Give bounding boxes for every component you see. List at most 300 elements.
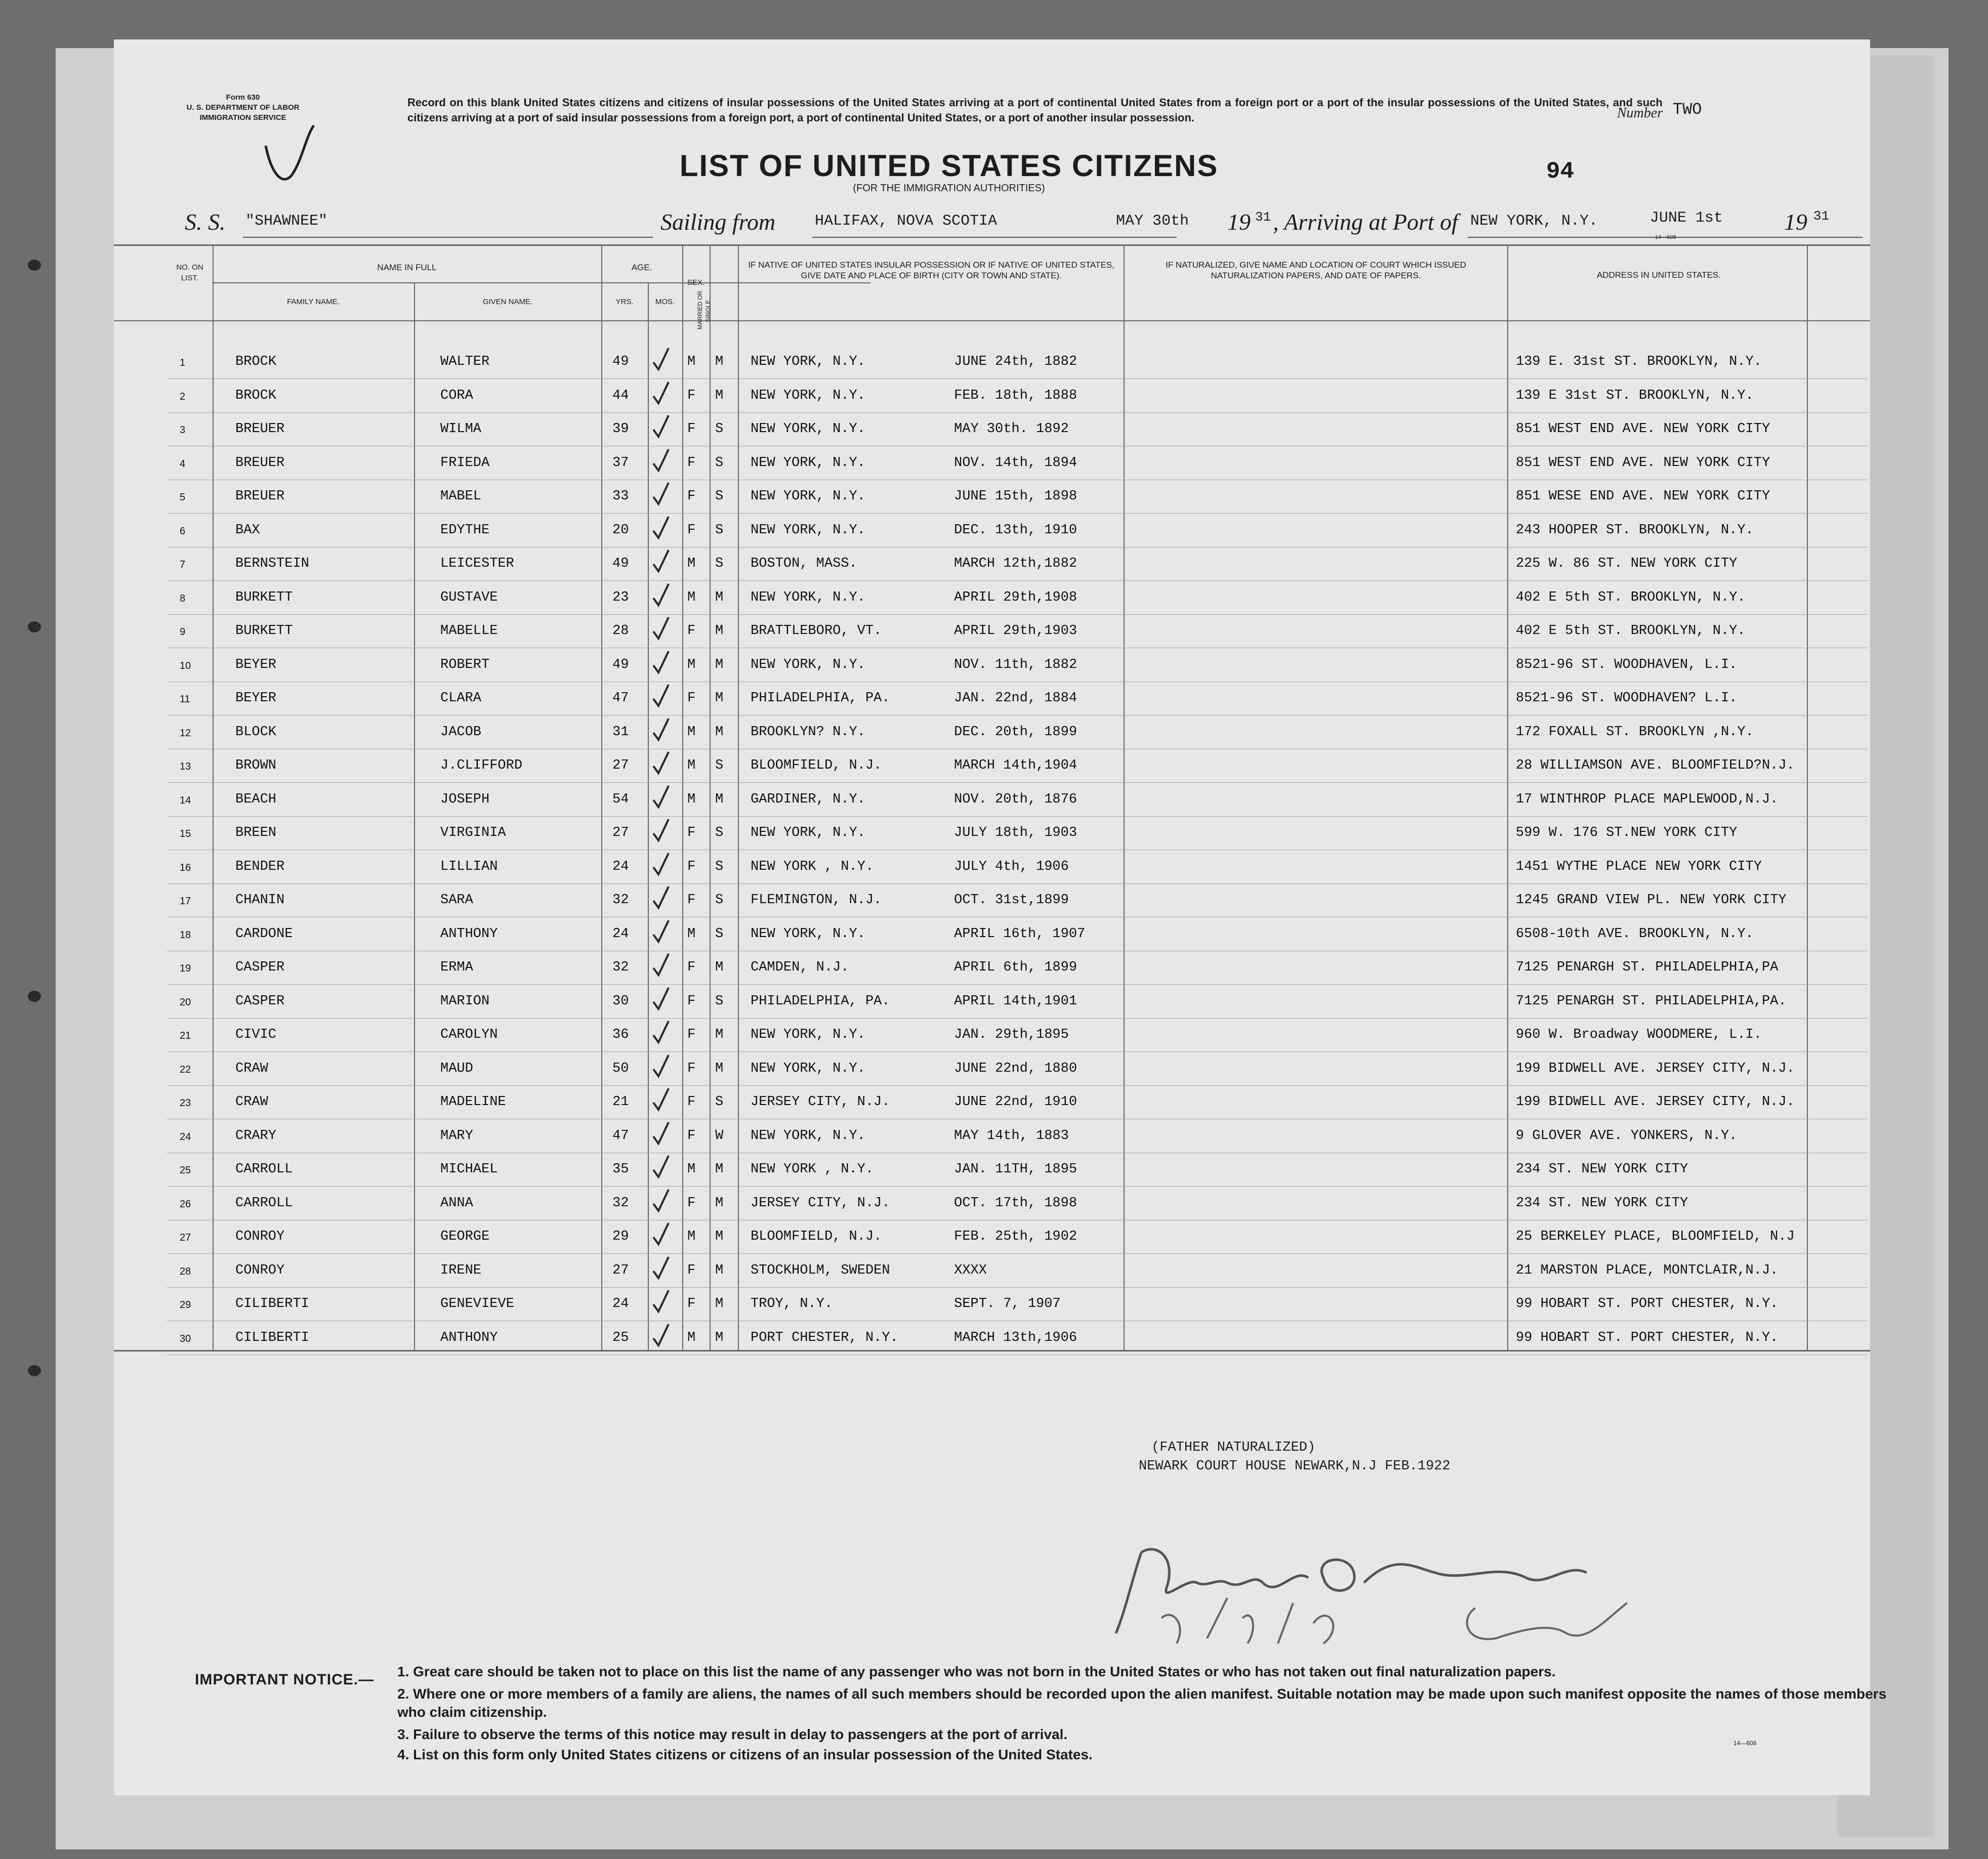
marital-status: M [715, 1330, 724, 1345]
us-address: 1245 GRAND VIEW PL. NEW YORK CITY [1516, 893, 1787, 908]
family-name: BURKETT [235, 589, 293, 605]
check-mark-icon [651, 1121, 670, 1147]
birth-date: MARCH 12th,1882 [954, 556, 1078, 571]
birth-date: DEC. 20th, 1899 [954, 724, 1078, 740]
row-number: 24 [180, 1131, 191, 1143]
sex: F [687, 825, 696, 840]
given-name: EDYTHE [440, 522, 490, 538]
row-number: 7 [180, 559, 186, 570]
birth-date: DEC. 13th, 1910 [954, 522, 1078, 538]
age-years: 50 [612, 1061, 629, 1076]
us-address: 139 E 31st ST. BROOKLYN, N.Y. [1516, 388, 1754, 403]
birth-date: JUNE 22nd, 1880 [954, 1061, 1078, 1076]
birth-place: NEW YORK, N.Y. [751, 825, 865, 840]
us-address: 7125 PENARGH ST. PHILADELPHIA,PA [1516, 960, 1778, 975]
header-name-in-full: NAME IN FULL [377, 263, 437, 272]
form-number: Form 630 [226, 93, 260, 102]
check-mark-icon [651, 1155, 670, 1180]
family-name: CASPER [235, 960, 285, 975]
check-mark-icon [651, 919, 670, 945]
sex: F [687, 1195, 696, 1211]
family-name: CRAW [235, 1061, 268, 1076]
header-yrs: YRS. [615, 298, 634, 306]
birth-place: NEW YORK, N.Y. [751, 589, 865, 605]
table-top-border [114, 244, 1870, 246]
row-rule [167, 580, 1868, 581]
family-name: BERNSTEIN [235, 556, 309, 571]
family-name: CILIBERTI [235, 1296, 309, 1312]
birth-place: PORT CHESTER, N.Y. [751, 1330, 898, 1345]
check-mark-icon [651, 717, 670, 743]
inspector-signature [1111, 1522, 1683, 1674]
us-address: 243 HOOPER ST. BROOKLYN, N.Y. [1516, 522, 1754, 538]
notice-item-3: 3. Failure to observe the terms of this notice may result in delay to passengers at the port of arrival. [397, 1726, 1068, 1742]
sex: F [687, 623, 696, 639]
birth-place: BROOKLYN? N.Y. [751, 724, 865, 740]
birth-place: NEW YORK , N.Y. [751, 1162, 874, 1177]
family-name: BENDER [235, 859, 285, 874]
marital-status: W [715, 1128, 724, 1144]
check-mark-icon [651, 448, 670, 474]
given-name: SARA [440, 893, 473, 908]
header-birth: IF NATIVE OF UNITED STATES INSULAR POSSESSION OR IF NATIVE OF UNITED STATES, GIVE DATE AND PLACE OF BIRTH (CITY OR TOWN AND STATE). [748, 260, 1114, 280]
age-years: 32 [612, 893, 629, 908]
check-mark-icon [651, 482, 670, 507]
birth-place: NEW YORK, N.Y. [751, 657, 865, 672]
header-address: ADDRESS IN UNITED STATES. [1597, 270, 1721, 280]
birth-place: BLOOMFIELD, N.J. [751, 1229, 882, 1244]
ss-label: S. S. [185, 209, 226, 235]
birth-date: APRIL 6th, 1899 [954, 960, 1078, 975]
marital-status: M [715, 1061, 724, 1076]
sex: M [687, 724, 696, 740]
age-years: 25 [612, 1330, 629, 1345]
record-instructions: Record on this blank United States citizens and citizens of insular possessions of the United States arriving at a port of continental United States from a foreign port or a port of the insular possessions of the United States, and such citizens arriving at a port of said insular possessions from a foreign port, a port of continental United States, or a port of another insular possession. [407, 96, 1663, 124]
number-value: TWO [1673, 100, 1702, 119]
marital-status: S [715, 1094, 724, 1110]
age-years: 35 [612, 1162, 629, 1177]
given-name: MABELLE [440, 623, 498, 639]
punch-hole [28, 991, 41, 1002]
stamp-number: 94 [1546, 158, 1575, 185]
sex: M [687, 1330, 696, 1345]
row-rule [167, 1051, 1868, 1052]
birth-date: JAN. 29th,1895 [954, 1027, 1069, 1042]
row-number: 27 [180, 1232, 191, 1243]
birth-date: MAY 14th, 1883 [954, 1128, 1069, 1144]
given-name: JACOB [440, 724, 482, 740]
family-name: CONROY [235, 1262, 285, 1278]
us-address: 8521-96 ST. WOODHAVEN? L.I. [1516, 691, 1737, 706]
row-number: 18 [180, 929, 191, 941]
age-years: 47 [612, 1128, 629, 1144]
birth-place: TROY, N.Y. [751, 1296, 833, 1312]
family-name: CASPER [235, 993, 285, 1009]
age-years: 32 [612, 960, 629, 975]
check-mark-icon [651, 1020, 670, 1045]
family-name: CRARY [235, 1128, 277, 1144]
age-years: 49 [612, 354, 629, 369]
birth-date: FEB. 25th, 1902 [954, 1229, 1078, 1244]
handwritten-mark [253, 115, 324, 191]
family-name: CARROLL [235, 1162, 293, 1177]
header-married-single: MARRIED OR SINGLE. [696, 290, 712, 330]
family-name: BEYER [235, 657, 277, 672]
given-name: MARY [440, 1128, 473, 1144]
birth-place: NEW YORK, N.Y. [751, 455, 865, 471]
family-name: CHANIN [235, 893, 285, 908]
us-address: 225 W. 86 ST. NEW YORK CITY [1516, 556, 1737, 571]
punch-hole [28, 621, 41, 632]
marital-status: S [715, 421, 724, 437]
marital-status: M [715, 1027, 724, 1042]
sex: F [687, 1061, 696, 1076]
us-address: 199 BIDWELL AVE. JERSEY CITY, N.J. [1516, 1094, 1795, 1110]
given-name: MICHAEL [440, 1162, 498, 1177]
sex: F [687, 455, 696, 471]
given-name: ANNA [440, 1195, 473, 1211]
row-rule [167, 816, 1868, 817]
marital-status: S [715, 455, 724, 471]
marital-status: M [715, 354, 724, 369]
birth-date: JULY 4th, 1906 [954, 859, 1069, 874]
check-mark-icon [651, 381, 670, 406]
marital-status: M [715, 589, 724, 605]
family-name: BEACH [235, 791, 277, 807]
arrival-year-suffix: 31 [1813, 208, 1830, 224]
sex: F [687, 522, 696, 538]
us-address: 25 BERKELEY PLACE, BLOOMFIELD, N.J [1516, 1229, 1795, 1244]
row-number: 30 [180, 1333, 191, 1344]
family-name: CARROLL [235, 1195, 293, 1211]
given-name: GENEVIEVE [440, 1296, 514, 1312]
us-address: 99 HOBART ST. PORT CHESTER, N.Y. [1516, 1330, 1778, 1345]
check-mark-icon [651, 1087, 670, 1113]
family-name: BREUER [235, 421, 285, 437]
punch-hole [28, 260, 41, 271]
family-name: BROCK [235, 388, 277, 403]
marital-status: M [715, 623, 724, 639]
row-number: 3 [180, 425, 186, 436]
age-years: 24 [612, 926, 629, 942]
sex: F [687, 893, 696, 908]
sex: M [687, 758, 696, 773]
sailing-label: Sailing from [660, 209, 776, 235]
ship-name: "SHAWNEE" [245, 213, 328, 230]
header-divider [213, 282, 871, 283]
birth-place: PHILADELPHIA, PA. [751, 993, 890, 1009]
sailing-from: HALIFAX, NOVA SCOTIA [815, 213, 998, 230]
check-mark-icon [651, 885, 670, 911]
row-rule [167, 1253, 1868, 1254]
header-sex: SEX. [687, 278, 705, 287]
family-name: CIVIC [235, 1027, 277, 1042]
age-years: 23 [612, 589, 629, 605]
age-years: 36 [612, 1027, 629, 1042]
row-rule [167, 412, 1868, 413]
birth-place: PHILADELPHIA, PA. [751, 691, 890, 706]
birth-place: NEW YORK, N.Y. [751, 388, 865, 403]
us-address: 8521-96 ST. WOODHAVEN, L.I. [1516, 657, 1737, 672]
sailing-year-prefix: 19 [1227, 209, 1251, 235]
birth-place: NEW YORK, N.Y. [751, 489, 865, 504]
birth-place: STOCKHOLM, SWEDEN [751, 1262, 890, 1278]
row-rule [167, 1085, 1868, 1086]
header-family-name: FAMILY NAME. [287, 298, 340, 306]
age-years: 44 [612, 388, 629, 403]
check-mark-icon [651, 650, 670, 675]
age-years: 49 [612, 556, 629, 571]
birth-date: NOV. 20th, 1876 [954, 791, 1078, 807]
sex: F [687, 489, 696, 504]
us-address: 234 ST. NEW YORK CITY [1516, 1162, 1688, 1177]
arriving-label: , Arriving at Port of [1273, 209, 1458, 235]
birth-place: BRATTLEBORO, VT. [751, 623, 882, 639]
age-years: 24 [612, 1296, 629, 1312]
row-rule [167, 378, 1868, 379]
us-address: 1451 WYTHE PLACE NEW YORK CITY [1516, 859, 1762, 874]
us-address: 7125 PENARGH ST. PHILADELPHIA,PA. [1516, 993, 1787, 1009]
family-name: BLOCK [235, 724, 277, 740]
marital-status: S [715, 758, 724, 773]
birth-place: BOSTON, MASS. [751, 556, 857, 571]
sex: M [687, 354, 696, 369]
age-years: 37 [612, 455, 629, 471]
row-number: 19 [180, 963, 191, 974]
page-title: LIST OF UNITED STATES CITIZENS [679, 149, 1219, 183]
age-years: 31 [612, 724, 629, 740]
row-rule [167, 984, 1868, 985]
row-number: 21 [180, 1030, 191, 1041]
row-number: 28 [180, 1265, 191, 1277]
given-name: GUSTAVE [440, 589, 498, 605]
marital-status: S [715, 556, 724, 571]
birth-date: APRIL 16th, 1907 [954, 926, 1086, 942]
row-number: 20 [180, 996, 191, 1008]
check-mark-icon [651, 818, 670, 843]
us-address: 17 WINTHROP PLACE MAPLEWOOD,N.J. [1516, 791, 1778, 807]
marital-status: S [715, 522, 724, 538]
us-address: 21 MARSTON PLACE, MONTCLAIR,N.J. [1516, 1262, 1778, 1278]
birth-date: APRIL 14th,1901 [954, 993, 1078, 1009]
us-address: 402 E 5th ST. BROOKLYN, N.Y. [1516, 589, 1746, 605]
us-address: 172 FOXALL ST. BROOKLYN ,N.Y. [1516, 724, 1754, 740]
row-number: 6 [180, 525, 186, 537]
row-number: 23 [180, 1097, 191, 1109]
age-years: 49 [612, 657, 629, 672]
check-mark-icon [651, 785, 670, 810]
birth-place: NEW YORK, N.Y. [751, 421, 865, 437]
birth-place: NEW YORK, N.Y. [751, 522, 865, 538]
birth-place: NEW YORK, N.Y. [751, 1027, 865, 1042]
sex: F [687, 993, 696, 1009]
birth-date: MARCH 13th,1906 [954, 1330, 1078, 1345]
given-name: ERMA [440, 960, 473, 975]
header-age: AGE. [631, 263, 652, 272]
family-name: BROWN [235, 758, 277, 773]
header-given-name: GIVEN NAME. [482, 298, 533, 306]
given-name: MADELINE [440, 1094, 506, 1110]
check-mark-icon [651, 852, 670, 877]
birth-date: MARCH 14th,1904 [954, 758, 1078, 773]
birth-place: FLEMINGTON, N.J. [751, 893, 882, 908]
marital-status: M [715, 388, 724, 403]
birth-date: NOV. 14th, 1894 [954, 455, 1078, 471]
age-years: 30 [612, 993, 629, 1009]
header-naturalized: IF NATURALIZED, GIVE NAME AND LOCATION OF COURT WHICH ISSUED NATURALIZATION PAPERS, AND DATE OF PAPERS. [1166, 260, 1466, 280]
arrival-year-prefix: 19 [1784, 209, 1807, 235]
sex: F [687, 388, 696, 403]
manifest-page [114, 39, 1887, 1795]
marital-status: S [715, 993, 724, 1009]
header-bottom-border [114, 320, 1870, 321]
family-name: CILIBERTI [235, 1330, 309, 1345]
given-name: WILMA [440, 421, 482, 437]
given-name: MABEL [440, 489, 482, 504]
row-rule [167, 1287, 1868, 1288]
us-address: 99 HOBART ST. PORT CHESTER, N.Y. [1516, 1296, 1778, 1312]
check-mark-icon [651, 987, 670, 1012]
sex: M [687, 1229, 696, 1244]
row-rule [167, 1018, 1868, 1019]
punch-hole [28, 1365, 41, 1376]
age-years: 39 [612, 421, 629, 437]
age-years: 28 [612, 623, 629, 639]
us-address: 851 WEST END AVE. NEW YORK CITY [1516, 455, 1770, 471]
family-name: BROCK [235, 354, 277, 369]
us-address: 6508-10th AVE. BROOKLYN, N.Y. [1516, 926, 1754, 942]
age-years: 21 [612, 1094, 629, 1110]
given-name: J.CLIFFORD [440, 758, 523, 773]
given-name: VIRGINIA [440, 825, 506, 840]
marital-status: M [715, 1262, 724, 1278]
age-years: 24 [612, 859, 629, 874]
row-number: 12 [180, 727, 191, 739]
age-years: 27 [612, 758, 629, 773]
birth-place: NEW YORK , N.Y. [751, 859, 874, 874]
given-name: CLARA [440, 691, 482, 706]
birth-date: NOV. 11th, 1882 [954, 657, 1078, 672]
header-mos: MOS. [655, 298, 675, 306]
given-name: CAROLYN [440, 1027, 498, 1042]
check-mark-icon [651, 1222, 670, 1247]
sex: F [687, 960, 696, 975]
age-years: 27 [612, 1262, 629, 1278]
family-name: BEYER [235, 691, 277, 706]
us-address: 851 WESE END AVE. NEW YORK CITY [1516, 489, 1770, 504]
check-mark-icon [651, 1189, 670, 1214]
family-name: CRAW [235, 1094, 268, 1110]
row-number: 15 [180, 828, 191, 839]
check-mark-icon [651, 583, 670, 608]
sex: F [687, 1262, 696, 1278]
row-number: 26 [180, 1198, 191, 1210]
marital-status: S [715, 926, 724, 942]
us-address: 139 E. 31st ST. BROOKLYN, N.Y. [1516, 354, 1762, 369]
marital-status: M [715, 791, 724, 807]
row-number: 16 [180, 862, 191, 873]
sex: F [687, 1094, 696, 1110]
birth-date: FEB. 18th, 1888 [954, 388, 1078, 403]
us-address: 960 W. Broadway WOODMERE, L.I. [1516, 1027, 1762, 1042]
row-number: 1 [180, 357, 186, 368]
check-mark-icon [651, 684, 670, 709]
us-address: 9 GLOVER AVE. YONKERS, N.Y. [1516, 1128, 1737, 1144]
marital-status: M [715, 1162, 724, 1177]
marital-status: M [715, 1195, 724, 1211]
marital-status: M [715, 1296, 724, 1312]
marital-status: S [715, 859, 724, 874]
birth-place: JERSEY CITY, N.J. [751, 1094, 890, 1110]
birth-date: JUNE 15th, 1898 [954, 489, 1078, 504]
arrival-date: JUNE 1st [1650, 209, 1723, 227]
row-number: 10 [180, 660, 191, 671]
form-department: U. S. DEPARTMENT OF LABOR [186, 103, 300, 112]
table-bottom-border [114, 1350, 1870, 1351]
birth-place: NEW YORK, N.Y. [751, 354, 865, 369]
birth-date: APRIL 29th,1903 [954, 623, 1078, 639]
sex: M [687, 791, 696, 807]
naturalization-note-line1: (FATHER NATURALIZED) [1151, 1440, 1316, 1455]
birth-date: SEPT. 7, 1907 [954, 1296, 1061, 1312]
row-number: 13 [180, 761, 191, 772]
age-years: 33 [612, 489, 629, 504]
check-mark-icon [651, 1256, 670, 1281]
number-label: Number [1617, 105, 1663, 121]
sex: M [687, 926, 696, 942]
notice-item-2: 2. Where one or more members of a family are aliens, the names of all such members should be recorded upon the alien manifest. Suitable notation may be made upon such manifest opposite the names of those members who claim citizenship. [397, 1686, 1887, 1720]
check-mark-icon [651, 347, 670, 372]
voyage-line [185, 206, 1865, 242]
birth-place: CAMDEN, N.J. [751, 960, 849, 975]
birth-place: NEW YORK, N.Y. [751, 1128, 865, 1144]
marital-status: M [715, 657, 724, 672]
check-mark-icon [651, 616, 670, 642]
family-name: BREUER [235, 489, 285, 504]
marital-status: M [715, 724, 724, 740]
check-mark-icon [651, 751, 670, 776]
birth-place: NEW YORK, N.Y. [751, 926, 865, 942]
birth-date: MAY 30th. 1892 [954, 421, 1069, 437]
sex: F [687, 691, 696, 706]
sex: F [687, 421, 696, 437]
sex: M [687, 589, 696, 605]
sex: M [687, 1162, 696, 1177]
notice-item-4: 4. List on this form only United States citizens or citizens of an insular possession of the United States. [397, 1747, 1093, 1762]
marital-status: S [715, 489, 724, 504]
given-name: ANTHONY [440, 926, 498, 942]
check-mark-icon [651, 1054, 670, 1079]
birth-place: JERSEY CITY, N.J. [751, 1195, 890, 1211]
row-number: 29 [180, 1299, 191, 1311]
age-years: 29 [612, 1229, 629, 1244]
row-number: 8 [180, 593, 186, 604]
birth-date: JULY 18th, 1903 [954, 825, 1078, 840]
given-name: MAUD [440, 1061, 473, 1076]
birth-place: NEW YORK, N.Y. [751, 1061, 865, 1076]
marital-status: M [715, 960, 724, 975]
row-number: 5 [180, 492, 186, 503]
birth-place: BLOOMFIELD, N.J. [751, 758, 882, 773]
birth-place: GARDINER, N.Y. [751, 791, 865, 807]
birth-date: OCT. 31st,1899 [954, 893, 1069, 908]
check-mark-icon [651, 414, 670, 440]
marital-status: M [715, 691, 724, 706]
row-number: 9 [180, 626, 186, 638]
sailing-date: MAY 30th [1116, 213, 1189, 230]
row-rule [167, 614, 1868, 615]
marital-status: S [715, 825, 724, 840]
